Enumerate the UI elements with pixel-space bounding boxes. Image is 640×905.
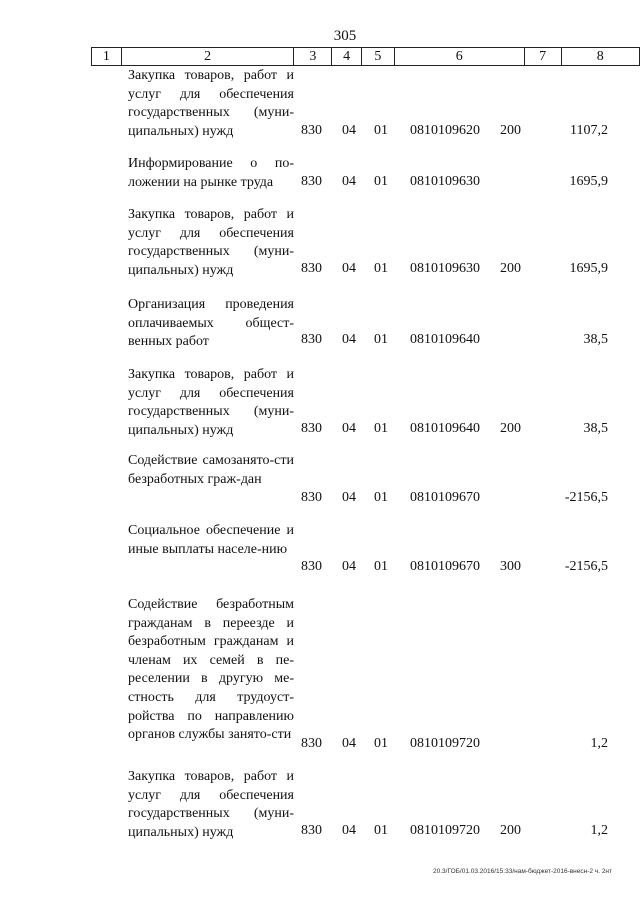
row-target-article: 0810109720 <box>410 823 480 838</box>
row-expense-type: 200 <box>500 421 521 436</box>
row-amount: -2156,5 <box>564 559 608 574</box>
row-subsection: 01 <box>374 559 388 574</box>
row-section: 04 <box>342 123 356 138</box>
row-target-article: 0810109630 <box>410 261 480 276</box>
page-number: 305 <box>333 28 357 44</box>
row-section: 04 <box>342 823 356 838</box>
row-name: Информирование о по-ложении на рынке труда <box>128 156 294 190</box>
row-amount: 1107,2 <box>570 123 608 138</box>
row-name: Социальное обеспечение и иные выплаты населе-нию <box>128 523 294 557</box>
row-admin-code: 830 <box>301 823 322 838</box>
row-name: Содействие самозанято-сти безработных граж-дан <box>128 453 294 487</box>
row-admin-code: 830 <box>301 736 322 751</box>
row-subsection: 01 <box>374 736 388 751</box>
row-expense-type: 200 <box>500 823 521 838</box>
row-section: 04 <box>342 421 356 436</box>
column-header-8: 8 <box>561 48 639 66</box>
row-section: 04 <box>342 490 356 505</box>
row-target-article: 0810109620 <box>410 123 480 138</box>
row-amount: 1695,9 <box>569 174 608 189</box>
row-admin-code: 830 <box>301 559 322 574</box>
row-section: 04 <box>342 559 356 574</box>
row-subsection: 01 <box>374 490 388 505</box>
row-subsection: 01 <box>374 261 388 276</box>
column-header-7: 7 <box>524 48 561 66</box>
column-header-2: 2 <box>121 48 294 66</box>
row-name: Закупка товаров, работ и услуг для обеспечения государственных (муни-ципальных) нужд <box>128 68 294 139</box>
row-target-article: 0810109640 <box>410 332 480 347</box>
row-expense-type: 300 <box>500 559 521 574</box>
row-amount: 1,2 <box>590 736 608 751</box>
document-footer: 20.3/ГОБ/01.03.2016/15:33/нам-бюджет-2016-внесн-2 ч. 2нт <box>432 868 612 875</box>
row-admin-code: 830 <box>301 261 322 276</box>
row-amount: -2156,5 <box>564 490 608 505</box>
row-admin-code: 830 <box>301 174 322 189</box>
row-section: 04 <box>342 736 356 751</box>
column-header-4: 4 <box>332 48 362 66</box>
row-admin-code: 830 <box>301 123 322 138</box>
row-name: Содействие безработным гражданам в переезде и безработным гражданам и членам их семей в пе-реселении в другую ме-стность для трудоуст-ройства по направлению органов службы занято-сти <box>128 597 294 743</box>
row-amount: 1,2 <box>590 823 608 838</box>
row-target-article: 0810109670 <box>410 559 480 574</box>
row-admin-code: 830 <box>301 421 322 436</box>
row-name: Закупка товаров, работ и услуг для обеспечения государственных (муни-ципальных) нужд <box>128 207 294 278</box>
row-subsection: 01 <box>374 332 388 347</box>
row-target-article: 0810109670 <box>410 490 480 505</box>
row-expense-type: 200 <box>500 123 521 138</box>
column-header-table <box>91 47 640 66</box>
row-amount: 38,5 <box>583 421 608 436</box>
column-header-row <box>92 48 640 66</box>
row-admin-code: 830 <box>301 332 322 347</box>
row-section: 04 <box>342 174 356 189</box>
column-header-5: 5 <box>362 48 395 66</box>
column-header-6: 6 <box>394 48 524 66</box>
column-header-3: 3 <box>294 48 332 66</box>
row-name: Закупка товаров, работ и услуг для обеспечения государственных (муни-ципальных) нужд <box>128 769 294 840</box>
row-target-article: 0810109640 <box>410 421 480 436</box>
row-section: 04 <box>342 332 356 347</box>
row-amount: 1695,9 <box>569 261 608 276</box>
row-subsection: 01 <box>374 174 388 189</box>
row-section: 04 <box>342 261 356 276</box>
row-name: Закупка товаров, работ и услуг для обеспечения государственных (муни-ципальных) нужд <box>128 367 294 438</box>
column-header-1: 1 <box>92 48 122 66</box>
row-name: Организация проведения оплачиваемых общест-венных работ <box>128 297 294 350</box>
row-admin-code: 830 <box>301 490 322 505</box>
row-target-article: 0810109720 <box>410 736 480 751</box>
row-expense-type: 200 <box>500 261 521 276</box>
row-subsection: 01 <box>374 421 388 436</box>
row-amount: 38,5 <box>583 332 608 347</box>
row-subsection: 01 <box>374 823 388 838</box>
row-subsection: 01 <box>374 123 388 138</box>
row-target-article: 0810109630 <box>410 174 480 189</box>
